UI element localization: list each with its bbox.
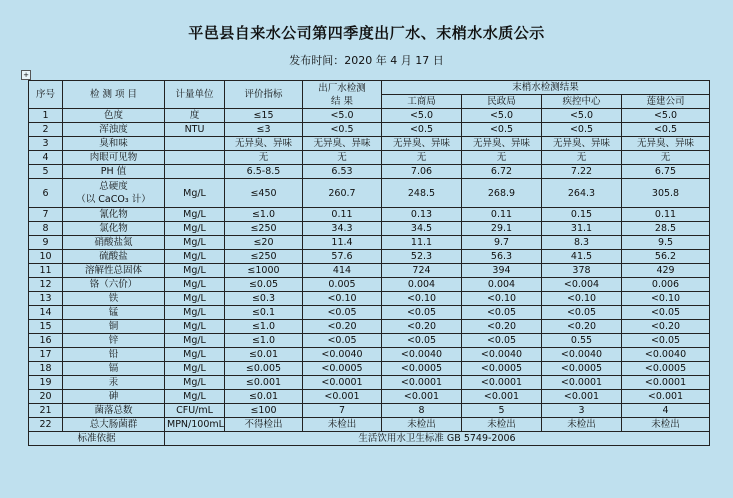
row-seq: 22 (29, 418, 63, 432)
row-seq: 20 (29, 390, 63, 404)
row-terminal-1: 248.5 (382, 179, 462, 208)
row-standard: ≤1000 (225, 264, 303, 278)
row-terminal-3: 未检出 (542, 418, 622, 432)
row-terminal-3: 3 (542, 404, 622, 418)
header-terminal-4: 莲建公司 (622, 95, 710, 109)
row-seq: 21 (29, 404, 63, 418)
row-factory-result: <0.001 (303, 390, 382, 404)
row-terminal-1: <0.05 (382, 306, 462, 320)
row-factory-result: 0.005 (303, 278, 382, 292)
row-terminal-4: 4 (622, 404, 710, 418)
row-factory-result: <5.0 (303, 109, 382, 123)
row-factory-result: <0.10 (303, 292, 382, 306)
row-seq: 19 (29, 376, 63, 390)
row-terminal-2: <0.0005 (462, 362, 542, 376)
row-terminal-1: <0.001 (382, 390, 462, 404)
table-row (29, 334, 710, 348)
row-standard: 无异臭、异味 (225, 137, 303, 151)
row-terminal-2: 0.004 (462, 278, 542, 292)
row-terminal-3: 0.55 (542, 334, 622, 348)
row-unit: Mg/L (165, 236, 225, 250)
row-terminal-2: 6.72 (462, 165, 542, 179)
row-standard: ≤1.0 (225, 320, 303, 334)
row-standard: 不得检出 (225, 418, 303, 432)
row-unit: Mg/L (165, 208, 225, 222)
row-standard: ≤0.01 (225, 390, 303, 404)
row-terminal-4: <0.05 (622, 334, 710, 348)
row-terminal-1: 34.5 (382, 222, 462, 236)
row-terminal-2: <0.20 (462, 320, 542, 334)
row-terminal-3: 0.15 (542, 208, 622, 222)
row-unit: Mg/L (165, 250, 225, 264)
row-standard: ≤15 (225, 109, 303, 123)
row-terminal-3: 8.3 (542, 236, 622, 250)
row-terminal-2: <0.0001 (462, 376, 542, 390)
row-terminal-4: <0.0001 (622, 376, 710, 390)
row-terminal-3: <0.5 (542, 123, 622, 137)
table-row (29, 404, 710, 418)
row-item: 硫酸盐 (63, 250, 165, 264)
row-item: PH 值 (63, 165, 165, 179)
row-terminal-3: 7.22 (542, 165, 622, 179)
row-terminal-3: <0.0040 (542, 348, 622, 362)
row-item: 肉眼可见物 (63, 151, 165, 165)
table-row (29, 418, 710, 432)
row-terminal-3: <5.0 (542, 109, 622, 123)
row-terminal-3: 264.3 (542, 179, 622, 208)
row-item: 砷 (63, 390, 165, 404)
row-standard: ≤20 (225, 236, 303, 250)
row-unit (165, 151, 225, 165)
row-standard: ≤0.05 (225, 278, 303, 292)
row-terminal-2: 56.3 (462, 250, 542, 264)
row-terminal-3: <0.10 (542, 292, 622, 306)
row-terminal-2: 0.11 (462, 208, 542, 222)
row-terminal-2: <0.05 (462, 306, 542, 320)
row-terminal-1: <5.0 (382, 109, 462, 123)
row-unit: Mg/L (165, 278, 225, 292)
row-terminal-3: <0.001 (542, 390, 622, 404)
row-terminal-1: 未检出 (382, 418, 462, 432)
row-terminal-2: <0.5 (462, 123, 542, 137)
table-row (29, 222, 710, 236)
row-terminal-3: 41.5 (542, 250, 622, 264)
row-standard: ≤0.3 (225, 292, 303, 306)
row-terminal-3: <0.0001 (542, 376, 622, 390)
row-seq: 4 (29, 151, 63, 165)
row-seq: 10 (29, 250, 63, 264)
header-terminal-2: 民政局 (462, 95, 542, 109)
row-terminal-1: 11.1 (382, 236, 462, 250)
row-standard: ≤0.01 (225, 348, 303, 362)
row-terminal-4: 429 (622, 264, 710, 278)
footer-label: 标准依据 (29, 432, 165, 446)
table-row (29, 109, 710, 123)
row-item: 总大肠菌群 (63, 418, 165, 432)
page-title: 平邑县自来水公司第四季度出厂水、末梢水水质公示 (188, 24, 545, 42)
row-terminal-2: <0.0040 (462, 348, 542, 362)
water-quality-table (28, 80, 710, 446)
row-factory-result: 6.53 (303, 165, 382, 179)
row-item: 浑浊度 (63, 123, 165, 137)
row-factory-result: <0.20 (303, 320, 382, 334)
table-row (29, 179, 710, 208)
header-factory (303, 81, 382, 109)
row-terminal-1: <0.05 (382, 334, 462, 348)
row-item: 汞 (63, 376, 165, 390)
header-item: 检 测 项 目 (63, 81, 165, 109)
row-terminal-4: 0.006 (622, 278, 710, 292)
table-row (29, 250, 710, 264)
row-terminal-1: 无异臭、异味 (382, 137, 462, 151)
header-standard: 评价指标 (225, 81, 303, 109)
row-factory-result: <0.0005 (303, 362, 382, 376)
row-item (63, 179, 165, 208)
table-row (29, 362, 710, 376)
row-item: 硝酸盐氮 (63, 236, 165, 250)
row-factory-result: <0.5 (303, 123, 382, 137)
row-unit: Mg/L (165, 264, 225, 278)
row-item: 铁 (63, 292, 165, 306)
row-terminal-3: <0.0005 (542, 362, 622, 376)
row-terminal-2: 5 (462, 404, 542, 418)
row-seq: 16 (29, 334, 63, 348)
row-terminal-4: <0.0005 (622, 362, 710, 376)
row-standard: 无 (225, 151, 303, 165)
row-terminal-3: 无 (542, 151, 622, 165)
row-terminal-4: 56.2 (622, 250, 710, 264)
row-seq: 6 (29, 179, 63, 208)
row-unit (165, 165, 225, 179)
row-item: 氰化物 (63, 208, 165, 222)
row-terminal-4: <0.001 (622, 390, 710, 404)
row-unit: Mg/L (165, 348, 225, 362)
row-terminal-2: 无异臭、异味 (462, 137, 542, 151)
row-item: 臭和味 (63, 137, 165, 151)
header-factory-line1: 出厂水检测 (318, 82, 366, 94)
row-terminal-4: <0.5 (622, 123, 710, 137)
row-terminal-1: <0.0040 (382, 348, 462, 362)
row-terminal-1: <0.5 (382, 123, 462, 137)
row-factory-result: 7 (303, 404, 382, 418)
row-terminal-3: <0.05 (542, 306, 622, 320)
row-terminal-1: 724 (382, 264, 462, 278)
row-seq: 12 (29, 278, 63, 292)
header-unit: 计量单位 (165, 81, 225, 109)
row-terminal-4: 0.11 (622, 208, 710, 222)
row-terminal-1: 无 (382, 151, 462, 165)
row-unit: NTU (165, 123, 225, 137)
row-unit: Mg/L (165, 306, 225, 320)
row-standard: ≤450 (225, 179, 303, 208)
row-unit: Mg/L (165, 376, 225, 390)
row-terminal-2: 无 (462, 151, 542, 165)
row-item: 锌 (63, 334, 165, 348)
row-unit: Mg/L (165, 292, 225, 306)
row-seq: 9 (29, 236, 63, 250)
header-terminal-group: 末梢水检测结果 (382, 81, 710, 95)
row-factory-result: 11.4 (303, 236, 382, 250)
row-factory-result: 57.6 (303, 250, 382, 264)
row-terminal-4: 未检出 (622, 418, 710, 432)
row-item: 氯化物 (63, 222, 165, 236)
row-factory-result: <0.05 (303, 334, 382, 348)
row-unit: Mg/L (165, 222, 225, 236)
row-item: 色度 (63, 109, 165, 123)
table-row (29, 320, 710, 334)
row-terminal-4: 6.75 (622, 165, 710, 179)
table-row (29, 376, 710, 390)
header-terminal-1: 工商局 (382, 95, 462, 109)
row-standard: ≤3 (225, 123, 303, 137)
row-terminal-2: 未检出 (462, 418, 542, 432)
row-terminal-1: 0.13 (382, 208, 462, 222)
row-item: 铅 (63, 348, 165, 362)
row-terminal-2: <0.05 (462, 334, 542, 348)
row-terminal-3: <0.20 (542, 320, 622, 334)
row-factory-result: <0.0040 (303, 348, 382, 362)
table-row (29, 123, 710, 137)
row-standard: ≤1.0 (225, 334, 303, 348)
row-factory-result: 未检出 (303, 418, 382, 432)
row-terminal-1: <0.0001 (382, 376, 462, 390)
row-seq: 7 (29, 208, 63, 222)
row-unit: Mg/L (165, 362, 225, 376)
row-item-main: 总硬度 (99, 181, 128, 192)
row-seq: 15 (29, 320, 63, 334)
row-terminal-1: 52.3 (382, 250, 462, 264)
table-move-handle-icon[interactable]: + (21, 70, 31, 80)
row-terminal-2: 29.1 (462, 222, 542, 236)
row-terminal-3: 31.1 (542, 222, 622, 236)
row-factory-result: 414 (303, 264, 382, 278)
row-unit: 度 (165, 109, 225, 123)
row-unit: Mg/L (165, 179, 225, 208)
row-item-sub: （以 CaCO₃ 计） (76, 194, 151, 205)
row-terminal-2: <5.0 (462, 109, 542, 123)
row-standard: ≤1.0 (225, 208, 303, 222)
row-factory-result: 34.3 (303, 222, 382, 236)
row-terminal-1: <0.0005 (382, 362, 462, 376)
row-standard: ≤100 (225, 404, 303, 418)
row-seq: 17 (29, 348, 63, 362)
row-unit: Mg/L (165, 320, 225, 334)
row-terminal-4: 9.5 (622, 236, 710, 250)
row-standard: ≤250 (225, 222, 303, 236)
row-terminal-4: 28.5 (622, 222, 710, 236)
row-seq: 11 (29, 264, 63, 278)
row-seq: 18 (29, 362, 63, 376)
row-seq: 5 (29, 165, 63, 179)
row-item: 锰 (63, 306, 165, 320)
row-terminal-1: <0.10 (382, 292, 462, 306)
row-factory-result: 260.7 (303, 179, 382, 208)
row-unit: Mg/L (165, 334, 225, 348)
row-seq: 14 (29, 306, 63, 320)
header-factory-line2: 结 果 (330, 95, 354, 107)
row-terminal-2: <0.001 (462, 390, 542, 404)
header-seq: 序号 (29, 81, 63, 109)
row-terminal-1: 7.06 (382, 165, 462, 179)
table-row (29, 264, 710, 278)
row-terminal-2: 9.7 (462, 236, 542, 250)
row-seq: 3 (29, 137, 63, 151)
row-terminal-4: 无 (622, 151, 710, 165)
row-unit: Mg/L (165, 390, 225, 404)
table-row (29, 348, 710, 362)
row-item: 铜 (63, 320, 165, 334)
row-seq: 2 (29, 123, 63, 137)
row-item: 铬（六价） (63, 278, 165, 292)
row-terminal-2: 394 (462, 264, 542, 278)
row-item: 溶解性总固体 (63, 264, 165, 278)
publish-date: 发布时间：2020 年 4 月 17 日 (289, 54, 444, 67)
table-row (29, 151, 710, 165)
row-terminal-4: <0.05 (622, 306, 710, 320)
row-terminal-1: 0.004 (382, 278, 462, 292)
row-factory-result: <0.0001 (303, 376, 382, 390)
row-terminal-4: <0.20 (622, 320, 710, 334)
table-row (29, 236, 710, 250)
row-terminal-3: 378 (542, 264, 622, 278)
table-row (29, 390, 710, 404)
table-row (29, 165, 710, 179)
row-item: 菌落总数 (63, 404, 165, 418)
row-standard: ≤0.005 (225, 362, 303, 376)
row-seq: 8 (29, 222, 63, 236)
table-row (29, 292, 710, 306)
row-terminal-4: 无异臭、异味 (622, 137, 710, 151)
row-terminal-4: <0.10 (622, 292, 710, 306)
row-terminal-4: <5.0 (622, 109, 710, 123)
row-seq: 1 (29, 109, 63, 123)
row-terminal-2: 268.9 (462, 179, 542, 208)
row-factory-result: <0.05 (303, 306, 382, 320)
row-unit: CFU/mL (165, 404, 225, 418)
table-row (29, 137, 710, 151)
table-row (29, 278, 710, 292)
row-terminal-4: <0.0040 (622, 348, 710, 362)
table-row (29, 306, 710, 320)
row-terminal-2: <0.10 (462, 292, 542, 306)
row-standard: ≤0.001 (225, 376, 303, 390)
row-standard: ≤250 (225, 250, 303, 264)
row-factory-result: 无 (303, 151, 382, 165)
row-terminal-1: <0.20 (382, 320, 462, 334)
row-seq: 13 (29, 292, 63, 306)
row-terminal-3: <0.004 (542, 278, 622, 292)
header-terminal-3: 疾控中心 (542, 95, 622, 109)
row-standard: 6.5-8.5 (225, 165, 303, 179)
row-factory-result: 无异臭、异味 (303, 137, 382, 151)
table-row (29, 208, 710, 222)
row-terminal-1: 8 (382, 404, 462, 418)
row-standard: ≤0.1 (225, 306, 303, 320)
row-unit: MPN/100mL (165, 418, 225, 432)
footer-value: 生活饮用水卫生标准 GB 5749-2006 (165, 432, 710, 446)
row-item: 镉 (63, 362, 165, 376)
row-factory-result: 0.11 (303, 208, 382, 222)
row-terminal-3: 无异臭、异味 (542, 137, 622, 151)
row-unit (165, 137, 225, 151)
row-terminal-4: 305.8 (622, 179, 710, 208)
